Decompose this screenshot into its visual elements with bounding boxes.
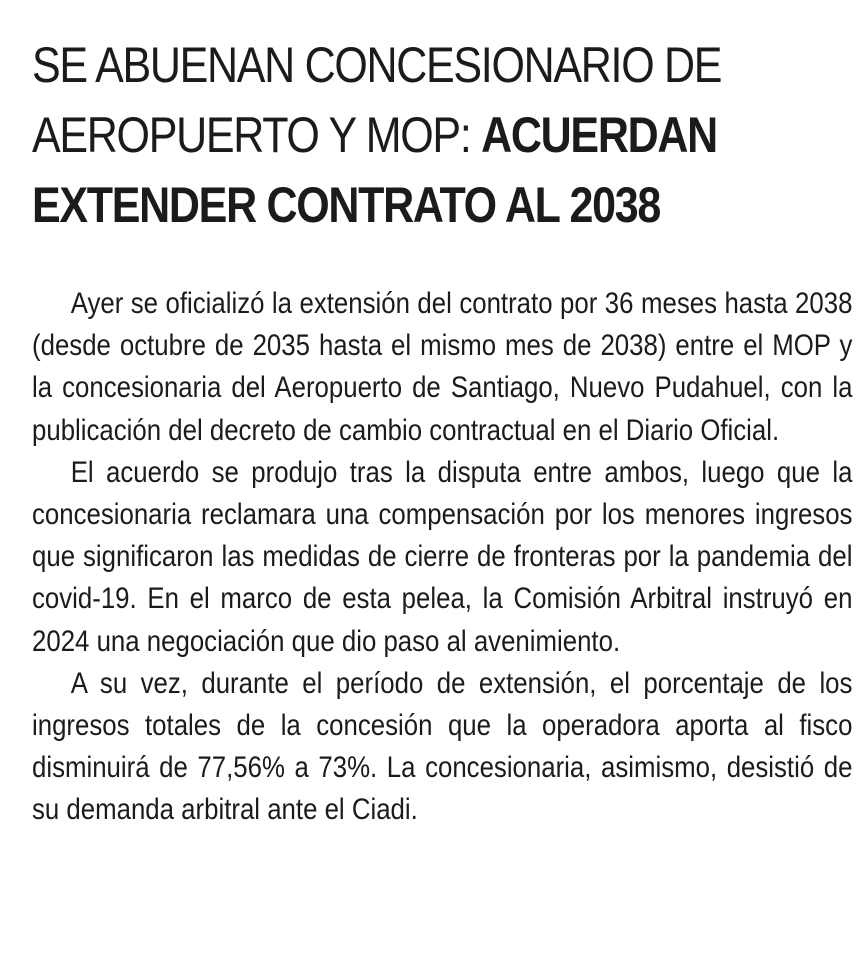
article-body xyxy=(32,283,852,832)
headline-line-1: SE ABUENAN CONCESIONARIO DE xyxy=(32,37,722,93)
headline-line-3: EXTENDER CONTRATO AL 2038 xyxy=(32,177,661,233)
paragraph-3: A su vez, durante el período de extensión, el porcentaje de los ingresos totales de la concesión que la operadora aporta al fisco disminuirá de 77,56% a 73%. La concesionaria, asimismo, desistió de su demanda arbitral ante el Ciadi. xyxy=(32,666,853,827)
headline xyxy=(32,30,737,240)
headline-line-2-bold: ACUERDAN xyxy=(481,107,717,163)
headline-line-2 xyxy=(32,100,737,170)
paragraph-1: Ayer se oficializó la extensión del contrato por 36 meses hasta 2038 (desde octubre de 2035 hasta el mismo mes de 2038) entre el MOP y la concesionaria del Aeropuerto de Santiago, Nuevo Pudahuel, con la publicación del decreto de cambio contractual en el Diario Oficial. xyxy=(32,287,853,447)
paragraph-2: El acuerdo se produjo tras la disputa entre ambos, luego que la concesionaria reclamara una compensación por los menores ingresos que significaron las medidas de cierre de fronteras por la pandemia del covid-19. En el marco de esta pelea, la Comisión Arbitral instruyó en 2024 una negociación que dio paso al avenimiento. xyxy=(32,455,853,658)
headline-line-2-regular: AEROPUERTO Y MOP: xyxy=(32,107,482,163)
